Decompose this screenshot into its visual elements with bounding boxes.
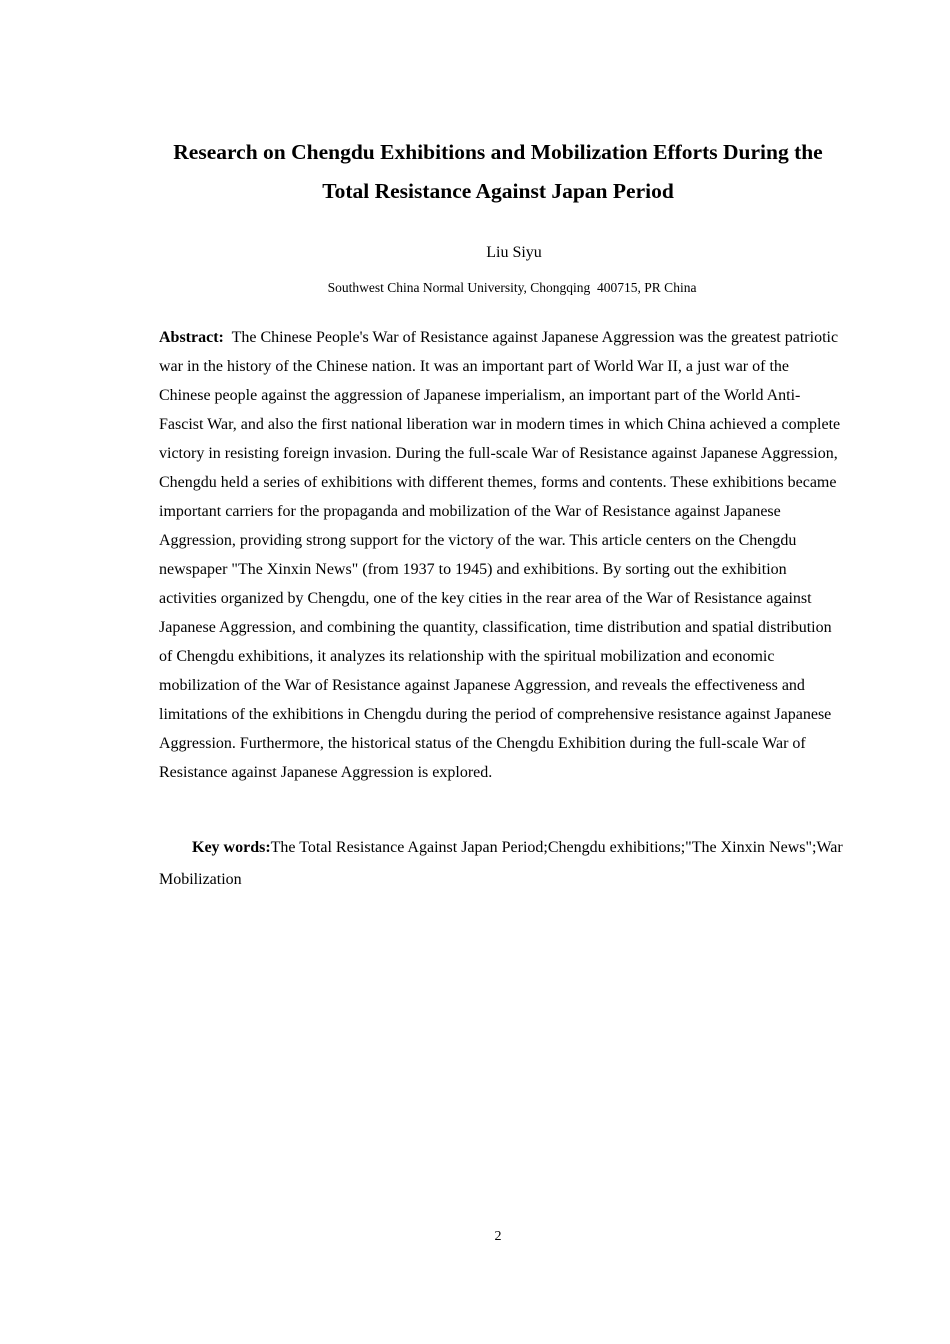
keywords-label: Key words:: [192, 839, 271, 856]
abstract-text: The Chinese People's War of Resistance against Japanese Aggression was the greatest patriotic war in the history of the Chinese nation. It was an important part of World War II, a just war of the Chinese people against the aggression of Japanese imperialism, an important part of the World Anti-Fascist War, and also the first national liberation war in modern times in which China achieved a complete victory in resisting foreign invasion. During the full-scale War of Resistance against Japanese Aggression, Chengdu held a series of exhibitions with different themes, forms and contents. These exhibitions became important carriers for the propaganda and mobilization of the War of Resistance against Japanese Aggression, providing strong support for the victory of the war. This article centers on the Chengdu newspaper "The Xinxin News" (from 1937 to 1945) and exhibitions. By sorting out the exhibition activities organized by Chengdu, one of the key cities in the rear area of the War of Resistance against Japanese Aggression, and combining the quantity, classification, time distribution and spatial distribution of Chengdu exhibitions, it analyzes its relationship with the spiritual mobilization and economic mobilization of the War of Resistance against Japanese Aggression, and reveals the effectiveness and limitations of the exhibitions in Chengdu during the period of comprehensive resistance against Japanese Aggression. Furthermore, the historical status of the Chengdu Exhibition during the full-scale War of Resistance against Japanese Aggression is explored.: [159, 329, 841, 781]
abstract: [159, 323, 843, 787]
paper-page: [159, 0, 843, 1344]
paper-title-line-2: Total Resistance Against Japan Period: [322, 179, 674, 203]
abstract-label: Abstract:: [159, 329, 224, 346]
page-number: 2: [494, 1229, 502, 1244]
keywords-text: The Total Resistance Against Japan Period;Chengdu exhibitions;"The Xinxin News";War Mobilization: [159, 839, 843, 888]
paper-title: [159, 133, 837, 211]
author-affiliation: Southwest China Normal University, Chongqing 400715, PR China: [327, 280, 697, 295]
paper-title-line-1: Research on Chengdu Exhibitions and Mobilization Efforts During the: [173, 140, 823, 164]
author-name: Liu Siyu: [486, 244, 542, 261]
keywords: [159, 832, 843, 896]
